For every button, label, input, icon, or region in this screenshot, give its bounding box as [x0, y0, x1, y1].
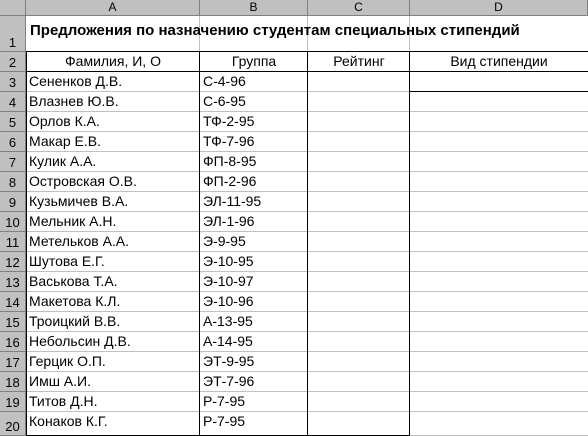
row-header-15[interactable]: 15	[0, 312, 26, 332]
header-scholarship-type[interactable]: Вид стипендии	[450, 53, 548, 69]
cell-name[interactable]: Имш А.И.	[29, 373, 91, 389]
cell-name[interactable]: Васькова Т.А.	[29, 273, 118, 289]
row-header-17[interactable]: 17	[0, 352, 26, 372]
cell-name[interactable]: Кузьмичев В.А.	[29, 193, 129, 209]
cell-name[interactable]: Островская О.В.	[29, 173, 137, 189]
cell-group[interactable]: ТФ-2-95	[203, 113, 255, 129]
cell-rating[interactable]	[308, 272, 410, 292]
cell-scholarship-type[interactable]	[410, 212, 588, 232]
cell-group[interactable]: ЭЛ-1-96	[203, 213, 255, 229]
cell-name[interactable]: Герцик О.П.	[29, 353, 106, 369]
row-header-18[interactable]: 18	[0, 372, 26, 392]
cell-group[interactable]: Р-7-95	[203, 413, 246, 429]
cell-rating[interactable]	[308, 132, 410, 152]
cell-name[interactable]: Макар Е.В.	[29, 133, 101, 149]
row-header-10[interactable]: 10	[0, 212, 26, 232]
cell-name[interactable]: Влазнев Ю.В.	[29, 93, 119, 109]
cell-scholarship-type[interactable]	[410, 152, 588, 172]
cell-scholarship-type[interactable]	[410, 272, 588, 292]
cell-scholarship-type[interactable]	[410, 392, 588, 412]
cell-rating[interactable]	[308, 192, 410, 212]
cell-scholarship-type[interactable]	[410, 332, 588, 352]
cell-scholarship-type[interactable]	[410, 352, 588, 372]
cell-group[interactable]: С-4-96	[203, 73, 246, 89]
row-header-6[interactable]: 6	[0, 132, 26, 152]
cell-group[interactable]: Э-10-97	[203, 273, 254, 289]
row-header-1[interactable]: 1	[0, 16, 26, 52]
cell-group[interactable]: Э-10-96	[203, 293, 254, 309]
row-header-9[interactable]: 9	[0, 192, 26, 212]
column-header-a[interactable]: A	[26, 0, 200, 16]
row-header-20[interactable]: 20	[0, 412, 26, 436]
row-header-19[interactable]: 19	[0, 392, 26, 412]
cell-scholarship-type[interactable]	[410, 132, 588, 152]
cell-group[interactable]: Р-7-95	[203, 393, 246, 409]
cell-rating[interactable]	[308, 372, 410, 392]
cell-name[interactable]: Сененков Д.В.	[29, 73, 123, 89]
row-header-4[interactable]: 4	[0, 92, 26, 112]
cell-scholarship-type[interactable]	[410, 72, 588, 92]
cell-scholarship-type[interactable]	[410, 412, 588, 436]
row-header-3[interactable]: 3	[0, 72, 26, 92]
cell-name[interactable]: Шутова Е.Г.	[29, 253, 105, 269]
cell-name[interactable]: Макетова К.Л.	[29, 293, 121, 309]
cell-rating[interactable]	[308, 152, 410, 172]
row-header-13[interactable]: 13	[0, 272, 26, 292]
cell-name[interactable]: Титов Д.Н.	[29, 393, 98, 409]
cell-rating[interactable]	[308, 172, 410, 192]
cell-scholarship-type[interactable]	[410, 92, 588, 112]
row-header-14[interactable]: 14	[0, 292, 26, 312]
sheet-title: Предложения по назначению студентам специальных стипендий	[30, 22, 520, 39]
cell-rating[interactable]	[308, 252, 410, 272]
cell-rating[interactable]	[308, 392, 410, 412]
cell-scholarship-type[interactable]	[410, 232, 588, 252]
cell-name[interactable]: Небольсин Д.В.	[29, 333, 131, 349]
column-header-c[interactable]: C	[308, 0, 410, 16]
cell-scholarship-type[interactable]	[410, 252, 588, 272]
cell-rating[interactable]	[308, 412, 410, 436]
cell-group[interactable]: А-14-95	[203, 333, 253, 349]
cell-group[interactable]: ЭТ-7-96	[203, 373, 255, 389]
cell-group[interactable]: ФП-2-96	[203, 173, 257, 189]
row-header-2[interactable]: 2	[0, 52, 26, 72]
cell-scholarship-type[interactable]	[410, 112, 588, 132]
header-group[interactable]: Группа	[231, 53, 277, 69]
cell-rating[interactable]	[308, 232, 410, 252]
cell-rating[interactable]	[308, 212, 410, 232]
cell-name[interactable]: Мельник А.Н.	[29, 213, 117, 229]
cell-group[interactable]: ЭЛ-11-95	[203, 193, 262, 209]
cell-group[interactable]: Э-10-95	[203, 253, 254, 269]
row-header-16[interactable]: 16	[0, 332, 26, 352]
cell-group[interactable]: С-6-95	[203, 93, 246, 109]
column-header-d[interactable]: D	[410, 0, 588, 16]
cell-scholarship-type[interactable]	[410, 372, 588, 392]
cell-rating[interactable]	[308, 112, 410, 132]
cell-scholarship-type[interactable]	[410, 312, 588, 332]
cell-group[interactable]: А-13-95	[203, 313, 253, 329]
header-name[interactable]: Фамилия, И, О	[65, 53, 161, 69]
column-header-b[interactable]: B	[200, 0, 308, 16]
cell-rating[interactable]	[308, 332, 410, 352]
cell-group[interactable]: Э-9-95	[203, 233, 246, 249]
header-rating[interactable]: Рейтинг	[333, 53, 385, 69]
cell-name[interactable]: Метельков А.А.	[29, 233, 130, 249]
cell-name[interactable]: Кулик А.А.	[29, 153, 97, 169]
row-header-8[interactable]: 8	[0, 172, 26, 192]
cell-rating[interactable]	[308, 292, 410, 312]
cell-name[interactable]: Конаков К.Г.	[29, 413, 108, 429]
cell-scholarship-type[interactable]	[410, 172, 588, 192]
cell-rating[interactable]	[308, 72, 410, 92]
cell-name[interactable]: Орлов К.А.	[29, 113, 100, 129]
row-header-12[interactable]: 12	[0, 252, 26, 272]
cell-group[interactable]: ТФ-7-96	[203, 133, 255, 149]
cell-group[interactable]: ЭТ-9-95	[203, 353, 255, 369]
row-header-5[interactable]: 5	[0, 112, 26, 132]
cell-rating[interactable]	[308, 312, 410, 332]
cell-name[interactable]: Троицкий В.В.	[29, 313, 121, 329]
row-header-11[interactable]: 11	[0, 232, 26, 252]
cell-scholarship-type[interactable]	[410, 292, 588, 312]
cell-rating[interactable]	[308, 352, 410, 372]
cell-rating[interactable]	[308, 92, 410, 112]
cell-scholarship-type[interactable]	[410, 192, 588, 212]
cell-group[interactable]: ФП-8-95	[203, 153, 257, 169]
select-all-corner[interactable]	[0, 0, 26, 16]
row-header-7[interactable]: 7	[0, 152, 26, 172]
